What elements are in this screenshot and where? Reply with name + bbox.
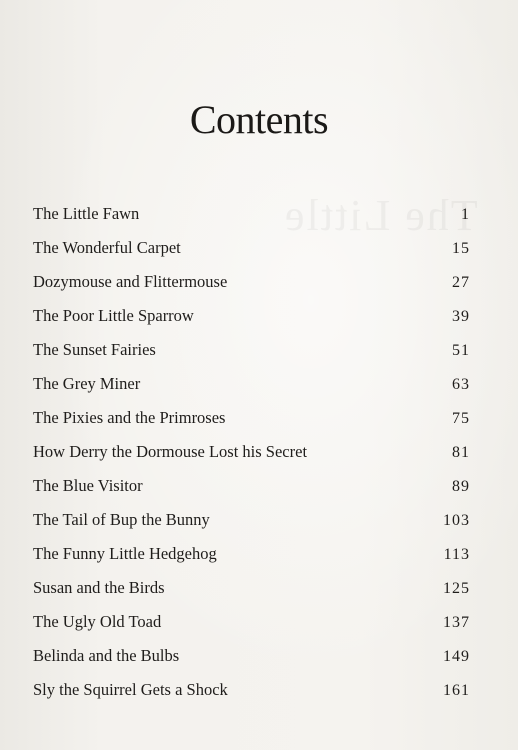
story-title: The Little Fawn (33, 204, 140, 223)
toc-entry (33, 272, 470, 306)
toc-entry (33, 544, 470, 578)
page-number: 75 (452, 410, 470, 427)
story-title: Sly the Squirrel Gets a Shock (33, 680, 228, 699)
page-number: 63 (452, 376, 470, 393)
story-title: Susan and the Birds (33, 578, 165, 597)
toc-entry (33, 646, 470, 680)
page-number: 89 (452, 478, 470, 495)
page-number: 125 (443, 580, 470, 597)
page-number: 103 (443, 512, 470, 529)
page-number: 39 (452, 308, 470, 325)
toc-entry (33, 612, 470, 646)
toc-entry (33, 340, 470, 374)
story-title: The Poor Little Sparrow (33, 306, 194, 325)
page-number: 51 (452, 342, 470, 359)
toc-entry (33, 204, 470, 238)
story-title: The Grey Miner (33, 374, 141, 393)
page-number: 27 (452, 274, 470, 291)
story-title: How Derry the Dormouse Lost his Secret (33, 442, 308, 461)
story-title: Belinda and the Bulbs (33, 646, 180, 665)
toc-entry (33, 238, 470, 272)
page-number: 15 (452, 240, 470, 257)
story-title: The Pixies and the Primroses (33, 408, 226, 427)
page-number: 1 (461, 206, 470, 223)
toc-entry (33, 374, 470, 408)
page-title: Contents (189, 97, 329, 142)
story-title: The Sunset Fairies (33, 340, 156, 359)
page-number: 149 (443, 648, 470, 665)
toc-entry (33, 510, 470, 544)
page-number: 137 (443, 614, 470, 631)
story-title: Dozymouse and Flittermouse (33, 272, 228, 291)
toc-entry (33, 306, 470, 340)
page-number: 161 (443, 682, 470, 699)
toc-entry (33, 680, 470, 714)
story-title: The Ugly Old Toad (33, 612, 162, 631)
story-title: The Wonderful Carpet (33, 238, 181, 257)
page-number: 81 (452, 444, 470, 461)
page-number: 113 (443, 546, 470, 563)
story-title: The Blue Visitor (33, 476, 143, 495)
table-of-contents (33, 204, 470, 714)
toc-entry (33, 408, 470, 442)
toc-entry (33, 476, 470, 510)
story-title: The Tail of Bup the Bunny (33, 510, 210, 529)
story-title: The Funny Little Hedgehog (33, 544, 217, 563)
toc-entry (33, 442, 470, 476)
toc-entry (33, 578, 470, 612)
